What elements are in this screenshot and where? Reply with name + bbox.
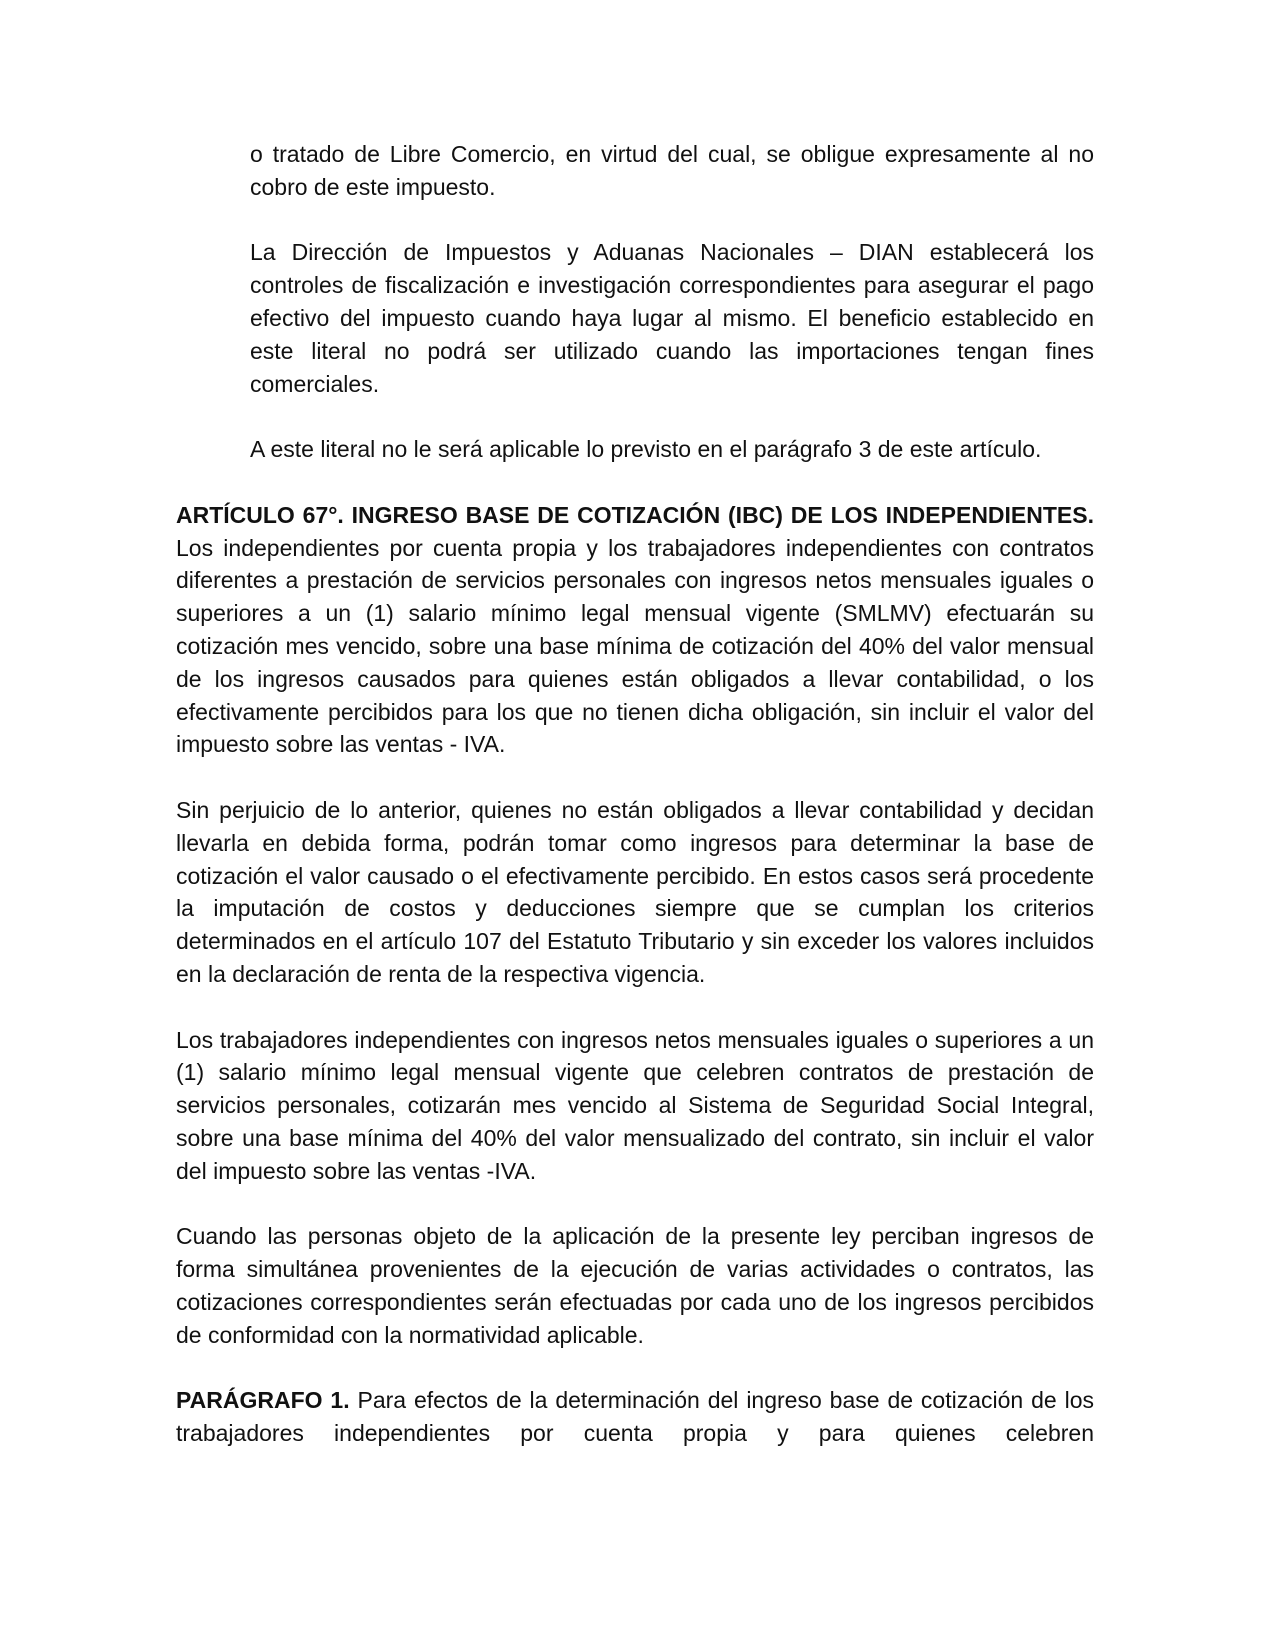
paragrafo-1-paragraph	[176, 1384, 1094, 1450]
paragraph-trabajadores-independientes: Los trabajadores independientes con ingresos netos mensuales iguales o superiores a un (1) salario mínimo legal mensual vigente que celebren contratos de prestación de servicios personales, cotizarán mes vencido al Sistema de Seguridad Social Integral, sobre una base mínima del 40% del valor mensualizado del contrato, sin incluir el valor del impuesto sobre las ventas -IVA.	[176, 1026, 1094, 1184]
paragraph-dian-controls: La Dirección de Impuestos y Aduanas Nacionales – DIAN establecerá los controles de fiscalización e investigación correspondientes para asegurar el pago efectivo del impuesto cuando haya lugar al mismo. El beneficio establecido en este literal no podrá ser utilizado cuando las importaciones tengan fines comerciales.	[250, 239, 1094, 397]
paragraph-sin-perjuicio: Sin perjuicio de lo anterior, quienes no están obligados a llevar contabilidad y decidan llevarla en debida forma, podrán tomar como ingresos para determinar la base de cotización el valor causado o el efectivamente percibido. En estos casos será procedente la imputación de costos y deducciones siempre que se cumplan los criterios determinados en el artículo 107 del Estatuto Tributario y sin exceder los valores incluidos en la declaración de renta de la respectiva vigencia.	[176, 796, 1094, 987]
article-67-body: Los independientes por cuenta propia y los trabajadores independientes con contratos diferentes a prestación de servicios personales con ingresos netos mensuales iguales o superiores a un (1) salario mínimo legal mensual vigente (SMLMV) efectuarán su cotización mes vencido, sobre una base mínima de cotización del 40% del valor mensual de los ingresos causados para quienes están obligados a llevar contabilidad, o los efectivamente percibidos para los que no tienen dicha obligación, sin incluir el valor del impuesto sobre las ventas - IVA.	[176, 534, 1094, 758]
article-67-heading: ARTÍCULO 67°. INGRESO BASE DE COTIZACIÓN (IBC) DE LOS INDEPENDIENTES.	[176, 501, 1094, 528]
paragrafo-1-body: Para efectos de la determinación del ingreso base de cotización de los trabajadores independientes por cuenta propia y para quienes celebren	[176, 1387, 1095, 1447]
article-67-paragraph	[176, 499, 1094, 761]
paragraph-continuation: o tratado de Libre Comercio, en virtud del cual, se obligue expresamente al no cobro de este impuesto.	[250, 141, 1094, 200]
document-body	[176, 138, 1094, 1450]
paragraph-ingresos-simultaneos: Cuando las personas objeto de la aplicación de la presente ley perciban ingresos de forma simultánea provenientes de la ejecución de varias actividades o contratos, las cotizaciones correspondientes serán efectuadas por cada uno de los ingresos percibidos de conformidad con la normatividad aplicable.	[176, 1223, 1094, 1348]
paragrafo-1-heading: PARÁGRAFO 1.	[176, 1387, 350, 1414]
paragraph-literal-note: A este literal no le será aplicable lo previsto en el parágrafo 3 de este artículo.	[250, 436, 1042, 463]
